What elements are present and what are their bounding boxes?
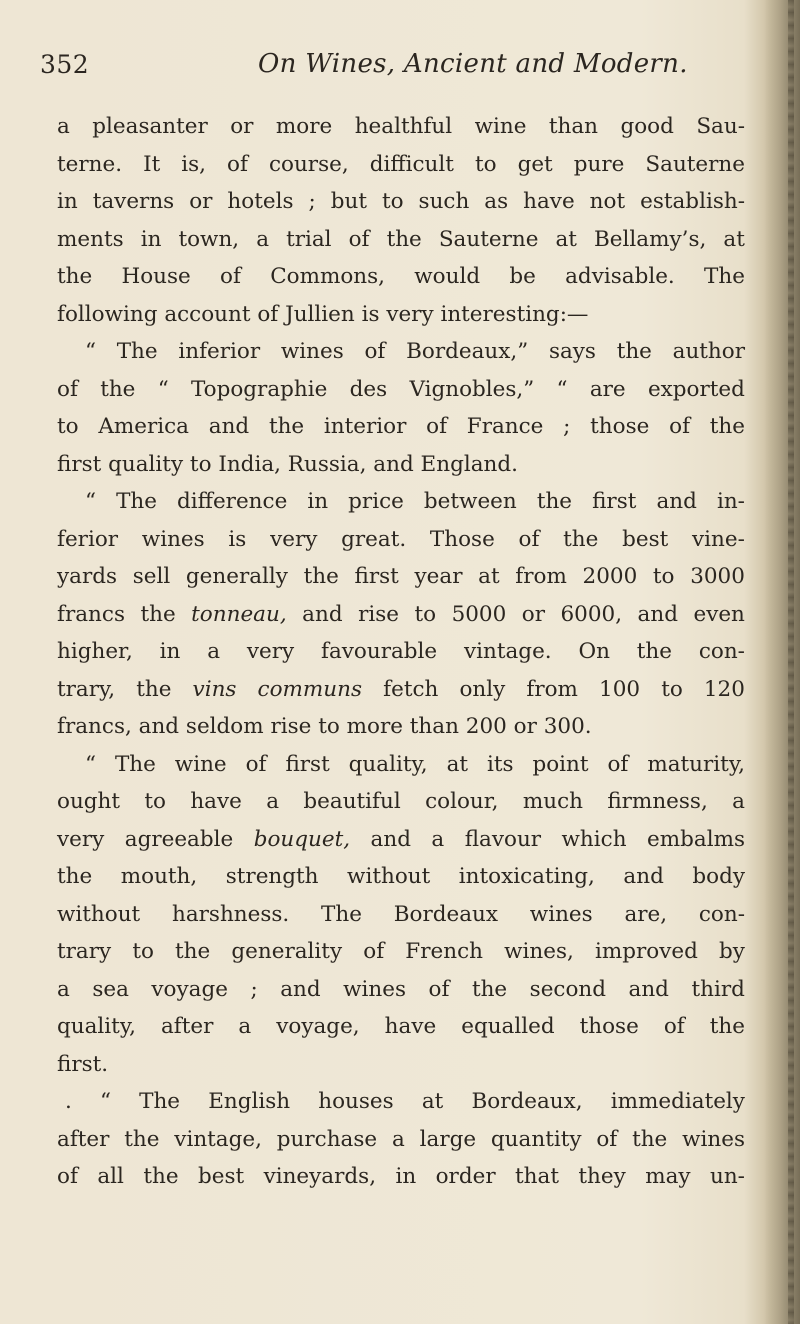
page-edge-texture: [788, 0, 794, 1324]
text-line: of the “ Topographie des Vignobles,” “ are exported: [57, 376, 745, 402]
page-header: [40, 46, 740, 86]
text-line: without harshness. The Bordeaux wines are, con-: [57, 901, 745, 927]
text-line: “ The wine of first quality, at its point of maturity,: [85, 751, 745, 777]
text-line: ferior wines is very great. Those of the best vine-: [57, 526, 745, 552]
text-line: after the vintage, purchase a large quantity of the wines: [57, 1126, 745, 1152]
text-line: first quality to India, Russia, and England.: [57, 451, 518, 477]
text-line: ought to have a beautiful colour, much firmness, a: [57, 789, 745, 814]
text-line: terne. It is, of course, difficult to get pure Sauterne: [57, 151, 745, 177]
text-line: the mouth, strength without intoxicating, and body: [57, 864, 745, 889]
text-line: the House of Commons, would be advisable. The: [57, 264, 745, 289]
text-line: of all the best vineyards, in order that they may un-: [57, 1164, 745, 1189]
text-line: quality, after a voyage, have equalled those of the: [57, 1014, 745, 1039]
page-number: 352: [40, 50, 90, 79]
text-line: trary, the vins communs fetch only from 100 to 120: [57, 676, 745, 702]
text-line: . “ The English houses at Bordeaux, immediately: [65, 1089, 745, 1114]
text-line: francs, and seldom rise to more than 200 or 300.: [57, 714, 592, 739]
text-line: to America and the interior of France ; those of the: [57, 414, 745, 439]
text-line: a pleasanter or more healthful wine than good Sau-: [57, 114, 745, 139]
page-edge-shadow: [764, 0, 800, 1324]
text-line: first.: [57, 1051, 109, 1077]
text-line: very agreeable bouquet, and a flavour which embalms: [57, 826, 745, 852]
body-text: [57, 108, 745, 1196]
text-line: “ The difference in price between the first and in-: [85, 489, 745, 514]
text-line: yards sell generally the first year at from 2000 to 3000: [57, 564, 745, 589]
text-line: a sea voyage ; and wines of the second and third: [57, 976, 745, 1002]
running-title: On Wines, Ancient and Modern.: [258, 49, 688, 79]
text-line: following account of Jullien is very interesting:—: [57, 301, 589, 327]
text-line: francs the tonneau, and rise to 5000 or 6000, and even: [57, 601, 745, 627]
text-line: in taverns or hotels ; but to such as have not establish-: [57, 189, 745, 214]
text-line: ments in town, a trial of the Sauterne at Bellamy’s, at: [57, 226, 745, 252]
text-line: higher, in a very favourable vintage. On the con-: [57, 639, 745, 664]
text-line: trary to the generality of French wines, improved by: [57, 939, 745, 964]
text-line: “ The inferior wines of Bordeaux,” says the author: [85, 339, 745, 364]
